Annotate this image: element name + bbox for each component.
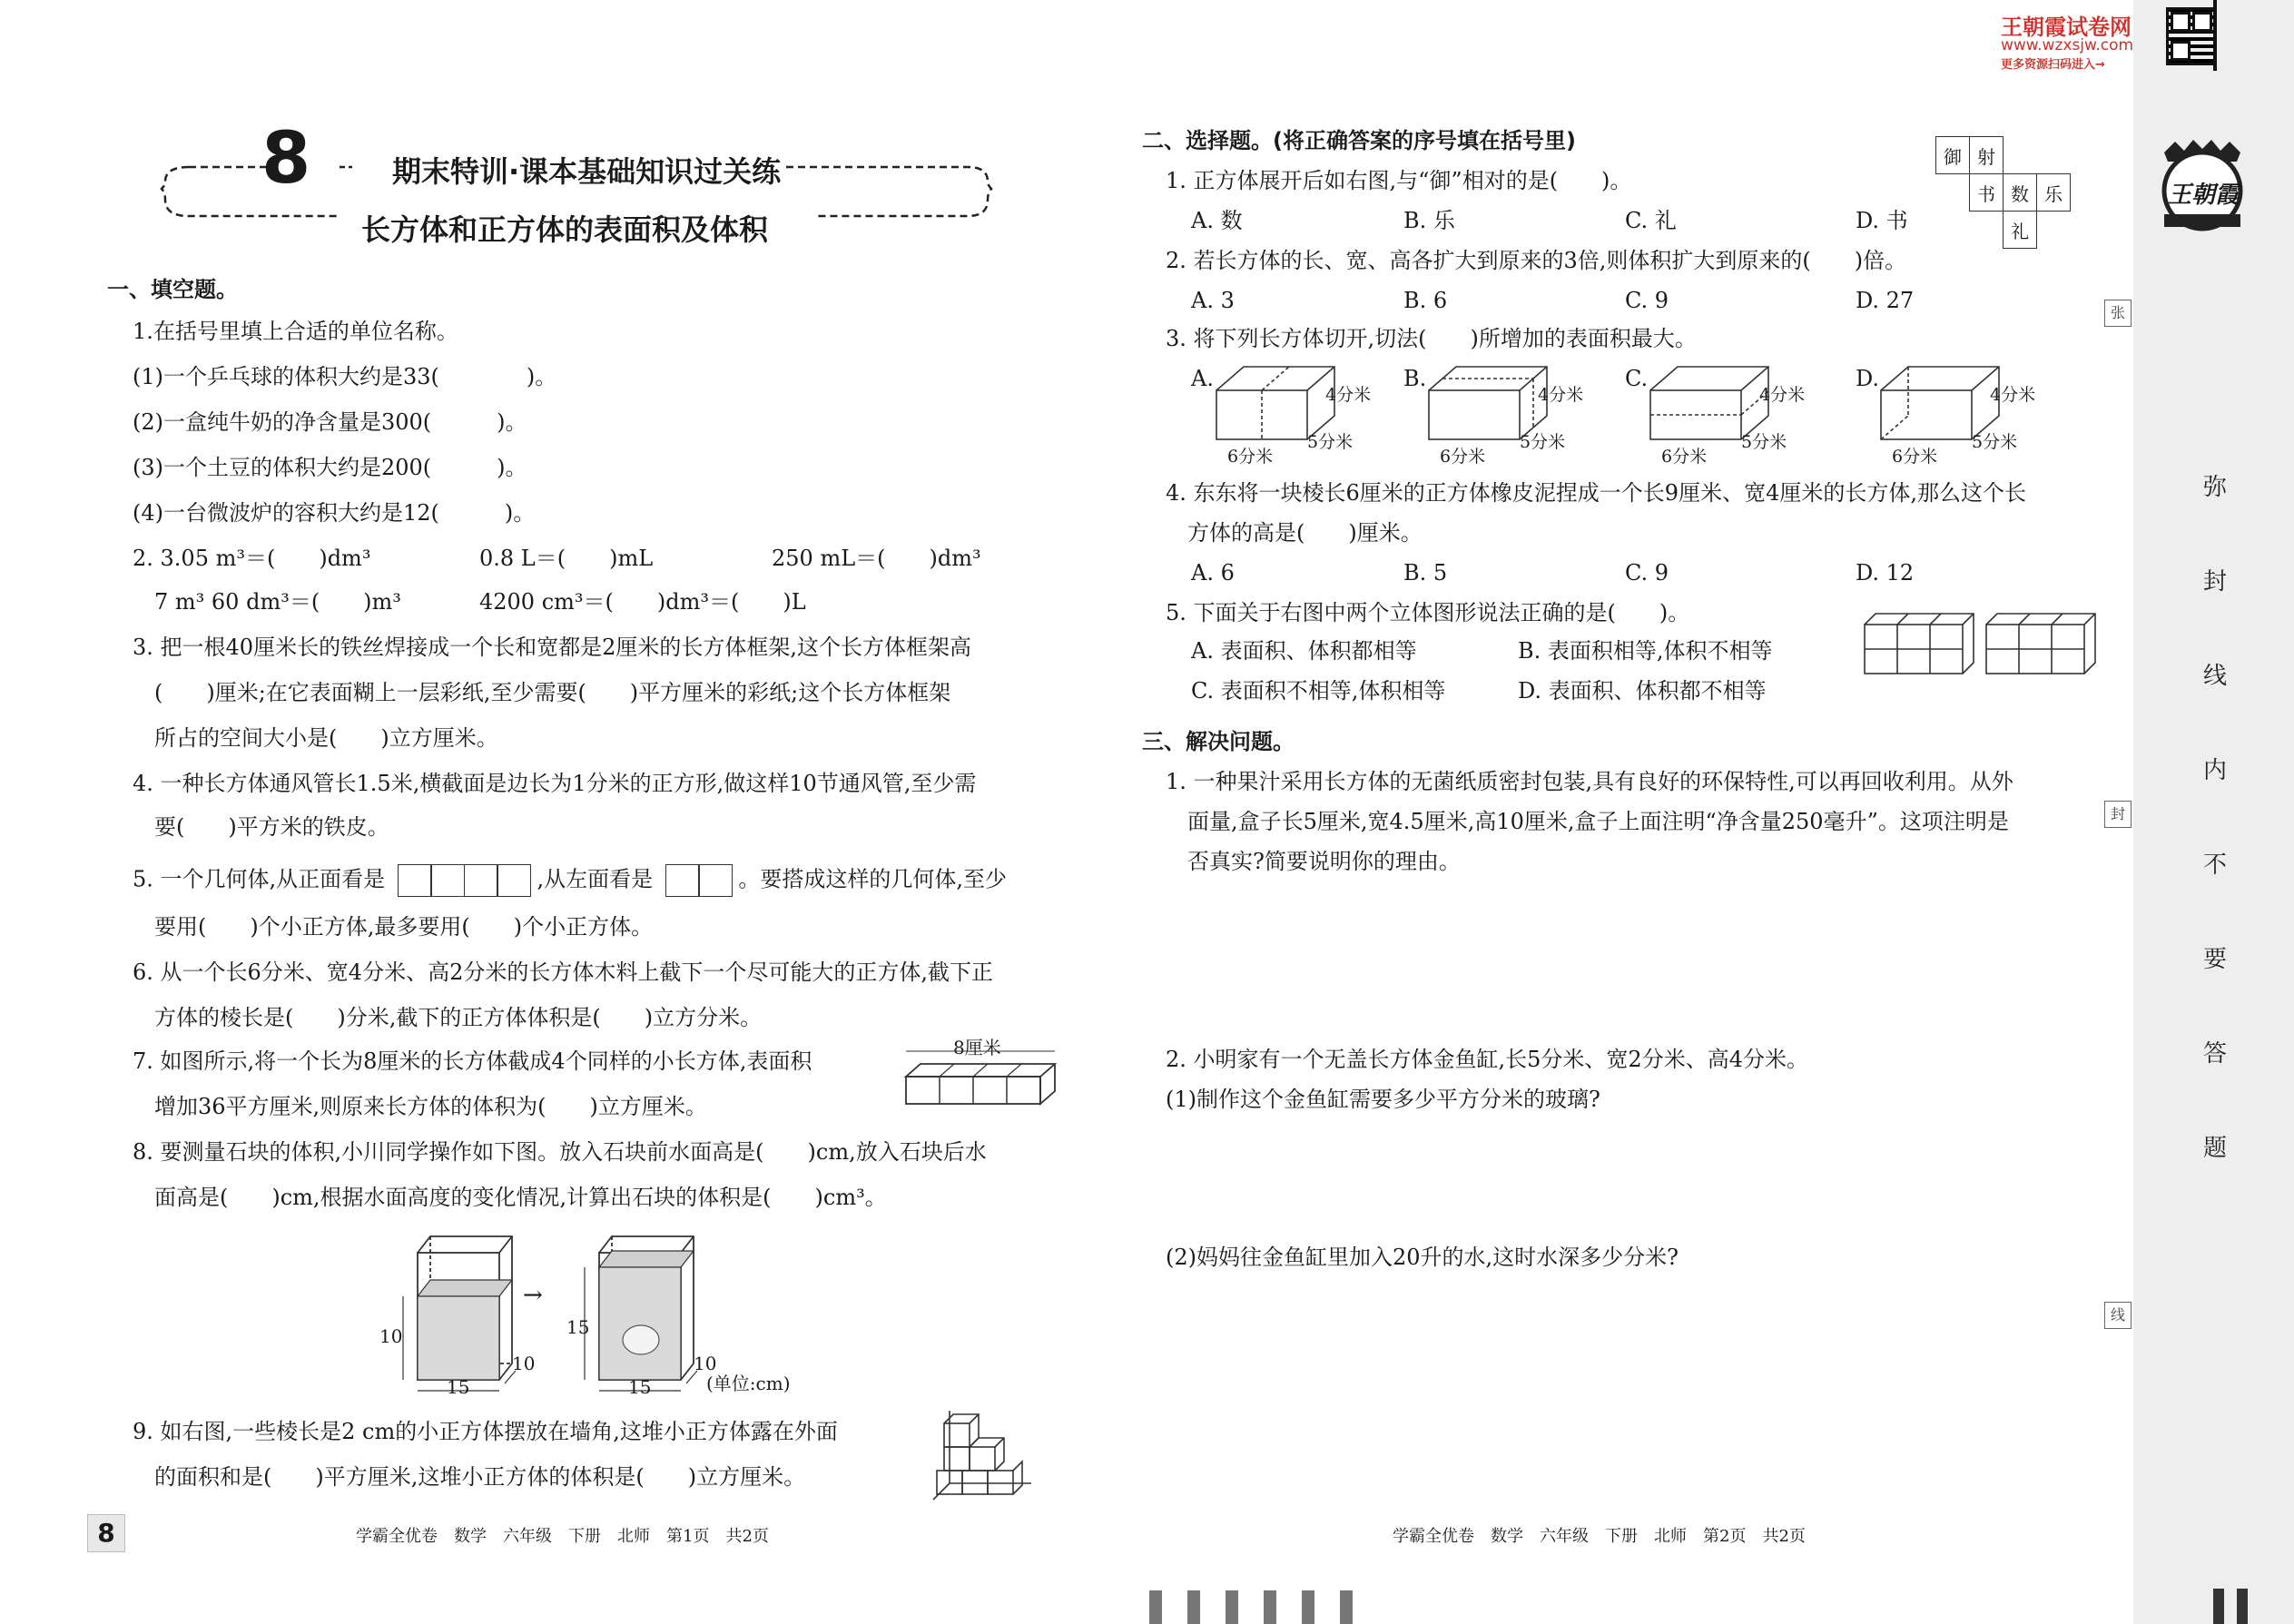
question-line: 4. 东东将一块棱长6厘米的正方体橡皮泥捏成一个长9厘米、宽4厘米的长方体,那么这个长 <box>1166 480 2026 506</box>
dim-label: 10 <box>379 1325 403 1347</box>
option: C. 9 <box>1625 560 1669 586</box>
dim-label: 15 <box>447 1376 470 1398</box>
page-subtitle: 长方体和正方体的表面积及体积 <box>361 212 769 247</box>
dim-label: 15 <box>628 1376 652 1398</box>
option: B. 5 <box>1403 560 1448 586</box>
option: A. <box>1191 366 1214 391</box>
arrow-icon: → <box>523 1282 543 1309</box>
seal-char: 要 <box>2202 946 2227 973</box>
net-cell: 御 <box>1936 137 1970 174</box>
question-line: (4)一台微波炉的容积大约是12( )。 <box>133 500 536 526</box>
question-line: 8. 要测量石块的体积,小川同学操作如下图。放入石块前水面高是( )cm,放入石块后水 <box>133 1139 987 1165</box>
option: D. 12 <box>1856 560 1915 586</box>
logo <box>2157 136 2248 236</box>
option: D. <box>1856 366 1880 391</box>
seal-char: 弥 <box>2202 474 2227 501</box>
chapter-number: 8 <box>261 118 311 200</box>
question-line: 2. 若长方体的长、宽、高各扩大到原来的3倍,则体积扩大到原来的( )倍。 <box>1166 248 1907 273</box>
question-line: 的面积和是( )平方厘米,这堆小正方体的体积是( )立方厘米。 <box>154 1464 806 1490</box>
dim-label: 4分米 <box>1538 385 1584 405</box>
option: A. 3 <box>1191 288 1235 313</box>
question-2a: 2. 3.05 m³＝( )dm³ <box>133 546 371 571</box>
seal-margin <box>2133 0 2294 1624</box>
net-cell: 数 <box>2004 174 2037 212</box>
page-number-badge <box>87 1514 125 1552</box>
option: C. 礼 <box>1625 208 1677 233</box>
option: A. 表面积、体积都相等 <box>1191 638 1417 664</box>
question-line: 方体的高是( )厘米。 <box>1187 520 1423 546</box>
option: B. <box>1403 366 1427 391</box>
option: A. 6 <box>1191 560 1235 586</box>
dim-label: 10 <box>694 1353 717 1374</box>
dim-label: 5分米 <box>1972 432 2018 452</box>
dim-label: 4分米 <box>1990 385 2036 405</box>
dim-label: 4分米 <box>1325 385 1372 405</box>
question-line: 7. 如图所示,将一个长为8厘米的长方体截成4个同样的小长方体,表面积 <box>133 1048 812 1074</box>
net-cell: 礼 <box>2004 212 2037 249</box>
question-line: (2)一盒纯牛奶的净含量是300( )。 <box>133 409 527 435</box>
option: D. 书 <box>1856 208 1908 233</box>
question-line: 要用( )个小正方体,最多要用( )个小正方体。 <box>154 914 654 940</box>
option: C. 表面积不相等,体积相等 <box>1191 678 1446 704</box>
watermark-cta: 更多资源扫码进入→ <box>2001 58 2105 72</box>
question-text: ,从左面看是 <box>537 866 654 892</box>
section-heading: 二、选择题。(将正确答案的序号填在括号里) <box>1142 128 1576 153</box>
qr-code-icon <box>2166 7 2217 65</box>
dim-label: 15 <box>566 1316 590 1338</box>
question-line: 4. 一种长方体通风管长1.5米,横截面是边长为1分米的正方形,做这样10节通风管,至少需 <box>133 771 977 796</box>
option: D. 表面积、体积都不相等 <box>1518 678 1767 704</box>
watermark-url: www.wzxsjw.com <box>2001 36 2134 54</box>
page-number: 8 <box>97 1518 115 1548</box>
question-2e: 4200 cm³＝( )dm³＝( )L <box>479 589 806 615</box>
watermark-brand: 王朝霞试卷网 <box>2001 15 2132 40</box>
question-line: 1. 正方体展开后如右图,与“御”相对的是( )。 <box>1166 168 1632 193</box>
question-line: 要( )平方米的铁皮。 <box>154 814 389 840</box>
question-line: ( )厘米;在它表面糊上一层彩纸,至少需要( )平方厘米的彩纸;这个长方体框架 <box>154 680 951 705</box>
question-line: (3)一个土豆的体积大约是200( )。 <box>133 455 527 480</box>
question-5 <box>133 864 1007 897</box>
question-text: 5. 一个几何体,从正面看是 <box>133 866 386 892</box>
net-cell: 乐 <box>2037 174 2071 212</box>
question-line: 2. 小明家有一个无盖长方体金鱼缸,长5分米、宽2分米、高4分米。 <box>1166 1047 1808 1072</box>
dim-label: 4分米 <box>1759 385 1806 405</box>
question-line: 1. 一种果汁采用长方体的无菌纸质密封包装,具有良好的环保特性,可以再回收利用。从外 <box>1166 769 2013 794</box>
dim-label: 10 <box>512 1353 536 1374</box>
question-line: 否真实?简要说明你的理由。 <box>1187 849 1461 874</box>
seal-char: 线 <box>2202 663 2227 690</box>
question-line: (2)妈妈往金鱼缸里加入20升的水,这时水深多少分米? <box>1166 1245 1679 1270</box>
question-line: 所占的空间大小是( )立方厘米。 <box>154 725 498 751</box>
cube-net-figure <box>1935 136 2071 249</box>
option: C. 9 <box>1625 288 1669 313</box>
water-container-figure <box>381 1227 708 1391</box>
question-line: 面量,盒子长5厘米,宽4.5厘米,高10厘米,盒子上面注明“净含量250毫升”。这项注明是 <box>1187 809 2009 834</box>
question-line: 9. 如右图,一些棱长是2 cm的小正方体摆放在墙角,这堆小正方体露在外面 <box>133 1419 838 1444</box>
question-line: 5. 下面关于右图中两个立体图形说法正确的是( )。 <box>1166 600 1690 625</box>
option: C. <box>1625 366 1649 391</box>
footer-right: 学霸全优卷 数学 六年级 下册 北师 第2页 共2页 <box>1393 1527 1806 1546</box>
option: B. 表面积相等,体积不相等 <box>1518 638 1773 664</box>
question-line: 3. 把一根40厘米长的铁丝焊接成一个长和宽都是2厘米的长方体框架,这个长方体框架高 <box>133 635 971 660</box>
question-text: 。要搭成这样的几何体,至少 <box>738 866 1007 892</box>
question-line: 增加36平方厘米,则原来长方体的体积为( )立方厘米。 <box>154 1094 707 1119</box>
dim-label: 5分米 <box>1307 432 1354 452</box>
unit-label: (单位:cm) <box>706 1373 791 1394</box>
edge-bars <box>2213 0 2217 71</box>
seal-char: 内 <box>2202 757 2227 784</box>
seal-char: 题 <box>2202 1135 2227 1162</box>
front-view-figure <box>398 864 530 897</box>
option: B. 乐 <box>1403 208 1455 233</box>
net-cell: 射 <box>1970 137 2004 174</box>
dim-label: 6分米 <box>1661 447 1708 467</box>
dim-label: 6分米 <box>1440 447 1486 467</box>
cube-solids-figure <box>1863 608 2099 690</box>
question-line: 1.在括号里填上合适的单位名称。 <box>133 319 458 344</box>
option: D. 27 <box>1856 288 1915 313</box>
question-2c: 250 mL＝( )dm³ <box>772 546 981 571</box>
net-cell: 书 <box>1970 174 2004 212</box>
question-line: 6. 从一个长6分米、宽4分米、高2分米的长方体木料上截下一个尽可能大的正方体,截下正 <box>133 960 993 985</box>
question-line: (1)制作这个金鱼缸需要多少平方分米的玻璃? <box>1166 1087 1600 1112</box>
seal-char: 答 <box>2202 1040 2227 1068</box>
footer-left: 学霸全优卷 数学 六年级 下册 北师 第1页 共2页 <box>356 1527 769 1546</box>
dim-label: 6分米 <box>1892 447 1938 467</box>
seal-char: 封 <box>2202 568 2227 595</box>
question-line: 面高是( )cm,根据水面高度的变化情况,计算出石块的体积是( )cm³。 <box>154 1185 887 1210</box>
page-title: 期末特训·课本基础知识过关练 <box>392 154 782 189</box>
question-2b: 0.8 L＝( )mL <box>479 546 654 571</box>
section-heading: 一、填空题。 <box>107 277 238 302</box>
question-line: (1)一个乒乓球的体积大约是33( )。 <box>133 364 557 389</box>
question-line: 方体的棱长是( )分米,截下的正方体体积是( )立方分米。 <box>154 1005 763 1030</box>
margin-label: 线 <box>2104 1302 2132 1329</box>
dim-label: 5分米 <box>1520 432 1566 452</box>
option: A. 数 <box>1191 208 1243 233</box>
question-2d: 7 m³ 60 dm³＝( )m³ <box>154 589 401 615</box>
figure-label: 8厘米 <box>953 1037 1001 1058</box>
dim-label: 6分米 <box>1227 447 1274 467</box>
side-view-figure <box>665 864 732 897</box>
cut-prism-figure <box>904 1060 1058 1115</box>
logo-text: 王朝霞 <box>2168 182 2240 209</box>
seal-char: 不 <box>2202 851 2227 879</box>
question-line: 3. 将下列长方体切开,切法( )所增加的表面积最大。 <box>1166 326 1697 351</box>
margin-label: 张 <box>2104 300 2132 327</box>
section-heading: 三、解决问题。 <box>1142 729 1295 754</box>
corner-cubes-figure <box>931 1405 1040 1505</box>
option: B. 6 <box>1403 288 1448 313</box>
margin-label: 封 <box>2104 801 2132 828</box>
dim-label: 5分米 <box>1741 432 1787 452</box>
